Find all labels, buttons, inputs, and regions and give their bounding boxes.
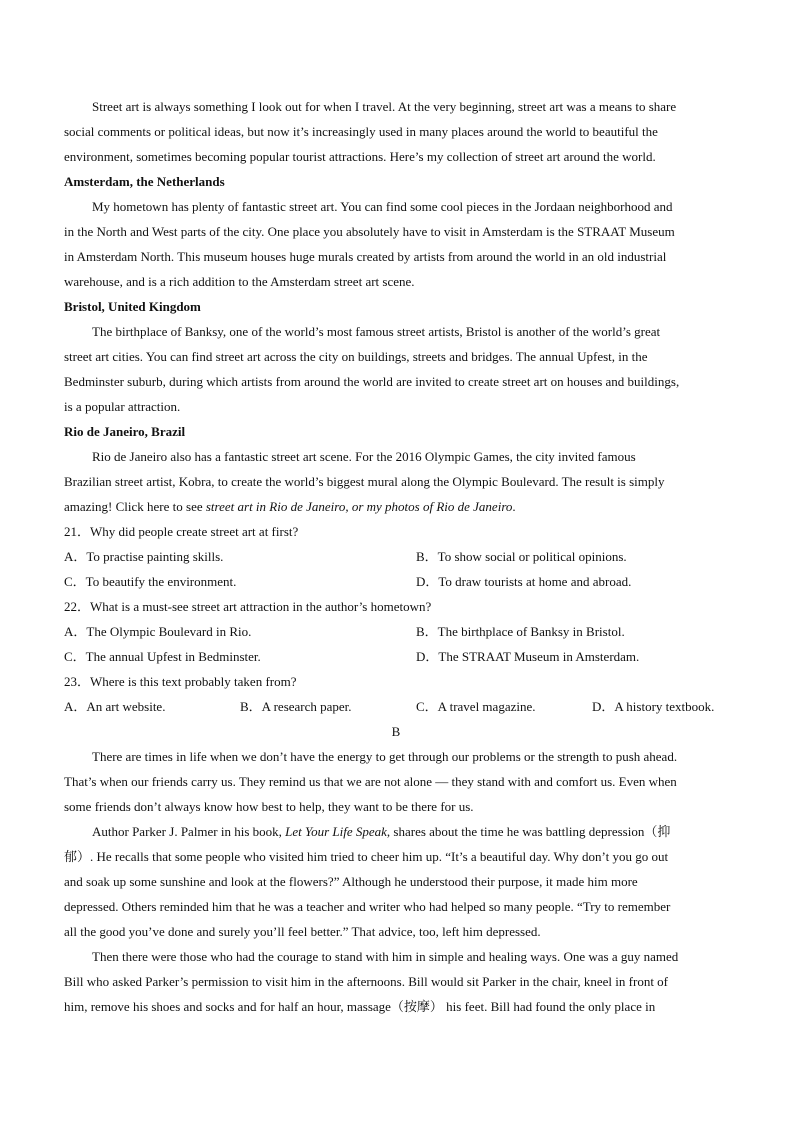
section-heading-rio: Rio de Janeiro, Brazil [64, 424, 186, 439]
text-line: and soak up some sunshine and look at the flowers?” Although he understood their purpose, it made him more [64, 874, 638, 889]
text-line: 郁）. He recalls that some people who visited him tried to cheer him up. “It’s a beautiful day. Why don’t you go out [64, 849, 669, 864]
text-line: Street art is always something I look out for when I travel. At the very beginning, street art was a means to share [92, 99, 677, 114]
passage-b-paragraph-3 [64, 944, 728, 1019]
amsterdam-paragraph [64, 194, 728, 294]
text-line: My hometown has plenty of fantastic street art. You can find some cool pieces in the Jordaan neighborhood and [92, 199, 673, 214]
text-line: all the good you’ve done and surely you’ll feel better.” That advice, too, left him depressed. [64, 924, 541, 939]
question-21-stem: 21．Why did people create street art at first? [64, 524, 299, 539]
option-a[interactable]: A．The Olympic Boulevard in Rio. [64, 624, 252, 639]
text-line: Rio de Janeiro also has a fantastic street art scene. For the 2016 Olympic Games, the city invited famous [92, 449, 636, 464]
text-line: in Amsterdam North. This museum houses huge murals created by artists from around the world in an old industrial [64, 249, 667, 264]
exam-page [64, 94, 728, 1019]
text-span: , shares about the time he was battling depression（抑 [386, 824, 671, 839]
text-line: some friends don’t always know how best to help, they want to be there for us. [64, 799, 474, 814]
option-b[interactable]: B．The birthplace of Banksy in Bristol. [416, 624, 625, 639]
option-b[interactable]: B．To show social or political opinions. [416, 549, 627, 564]
option-c[interactable]: C．To beautify the environment. [64, 574, 237, 589]
text-line: environment, sometimes becoming popular tourist attractions. Here’s my collection of street art around the world. [64, 149, 656, 164]
text-line-with-link [64, 494, 728, 519]
text-line: is a popular attraction. [64, 399, 181, 414]
text-line: him, remove his shoes and socks and for half an hour, massage（按摩） his feet. Bill had found the only place in [64, 999, 656, 1014]
text-span: amazing! Click here to see [64, 499, 206, 514]
question-22-options [64, 619, 728, 644]
text-line: Brazilian street artist, Kobra, to create the world’s biggest mural along the Olympic Boulevard. The result is simply [64, 474, 665, 489]
text-line: in the North and West parts of the city. One place you absolutely have to visit in Amsterdam is the STRAAT Museum [64, 224, 675, 239]
text-line: depressed. Others reminded him that he was a teacher and writer who had helped so many people. “Try to remember [64, 899, 671, 914]
section-heading-bristol: Bristol, United Kingdom [64, 299, 201, 314]
text-span: . [512, 499, 516, 514]
question-21-options [64, 544, 728, 569]
text-line: Bill who asked Parker’s permission to visit him in the afternoons. Bill would sit Parker in the chair, kneel in front of [64, 974, 669, 989]
question-23-options [64, 694, 728, 719]
option-a[interactable]: A．To practise painting skills. [64, 549, 224, 564]
question-22-stem: 22．What is a must-see street art attraction in the author’s hometown? [64, 599, 432, 614]
question-23-stem: 23．Where is this text probably taken from? [64, 674, 297, 689]
section-heading-amsterdam: Amsterdam, the Netherlands [64, 174, 225, 189]
text-line-with-title [64, 819, 728, 844]
question-22-options [64, 644, 728, 669]
book-title: Let Your Life Speak [285, 824, 387, 839]
intro-paragraph [64, 94, 728, 169]
bristol-paragraph [64, 319, 728, 419]
option-d[interactable]: D．A history textbook. [592, 699, 715, 714]
option-c[interactable]: C．The annual Upfest in Bedminster. [64, 649, 261, 664]
text-line: Then there were those who had the courage to stand with him in simple and healing ways. One was a guy named [92, 949, 679, 964]
option-a[interactable]: A．An art website. [64, 699, 166, 714]
question-21-options [64, 569, 728, 594]
text-line: The birthplace of Banksy, one of the world’s most famous street artists, Bristol is another of the world’s great [92, 324, 661, 339]
text-line: warehouse, and is a rich addition to the Amsterdam street art scene. [64, 274, 415, 289]
option-b[interactable]: B．A research paper. [240, 699, 352, 714]
text-span: Author Parker J. Palmer in his book, [92, 824, 286, 839]
text-line: social comments or political ideas, but now it’s increasingly used in many places around the world to beautiful the [64, 124, 658, 139]
italic-link-text[interactable]: street art in Rio de Janeiro, or my photos of Rio de Janeiro [205, 499, 513, 514]
option-d[interactable]: D．The STRAAT Museum in Amsterdam. [416, 649, 640, 664]
rio-paragraph [64, 444, 728, 519]
text-line: That’s when our friends carry us. They remind us that we are not alone — they stand with and comfort us. Even when [64, 774, 677, 789]
passage-b-label: B [391, 724, 401, 739]
text-line: There are times in life when we don’t have the energy to get through our problems or the strength to push ahead. [92, 749, 678, 764]
passage-b-paragraph-2 [64, 819, 728, 944]
option-d[interactable]: D．To draw tourists at home and abroad. [416, 574, 632, 589]
option-c[interactable]: C．A travel magazine. [416, 699, 536, 714]
text-line: street art cities. You can find street art across the city on buildings, streets and bridges. The annual Upfest, in the [64, 349, 648, 364]
text-line: Bedminster suburb, during which artists from around the world are invited to create street art on houses and buildings, [64, 374, 680, 389]
passage-b-paragraph-1 [64, 744, 728, 819]
